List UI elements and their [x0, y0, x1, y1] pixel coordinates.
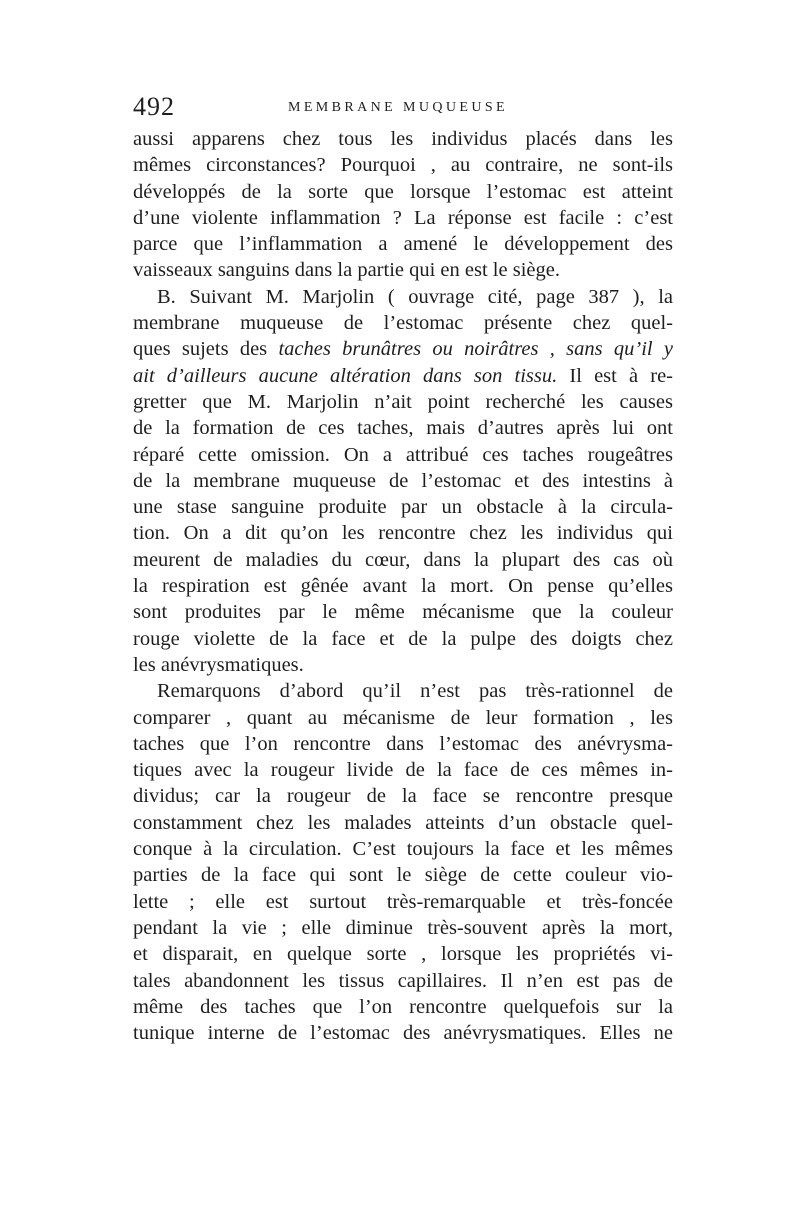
text-line: de la formation de ces taches, mais d’autres après lui ont	[133, 417, 673, 440]
text-line: taches que l’on rencontre dans l’estomac des anévrysma-	[133, 732, 673, 755]
italic-fragment: ait d’ailleurs aucune altération dans son tissu.	[133, 364, 558, 387]
text-line: et disparait, en quelque sorte , lorsque les propriétés vi-	[133, 943, 673, 966]
text-line: aussi apparens chez tous les individus placés dans les	[133, 128, 673, 150]
text-line: B. Suivant M. Marjolin ( ouvrage cité, page 387 ), la	[157, 285, 673, 308]
text-line: la respiration est gênée avant la mort. On pense qu’elles	[133, 575, 673, 598]
text-line: vaisseaux sanguins dans la partie qui en est le siège.	[133, 259, 560, 282]
text-line: lette ; elle est surtout très-remarquable et très-foncée	[133, 890, 673, 913]
italic-fragment: taches brunâtres ou noirâtres , sans qu’il y	[278, 338, 673, 361]
text-line: tion. On a dit qu’on les rencontre chez les individus qui	[133, 522, 673, 545]
text-line: tales abandonnent les tissus capillaires. Il n’en est pas de	[133, 969, 673, 992]
text-line-mixed	[133, 336, 673, 362]
text-line: d’une violente inflammation ? La réponse est facile : c’est	[133, 206, 673, 229]
text-line: conque à la circulation. C’est toujours la face et les mêmes	[133, 838, 673, 861]
text-line: réparé cette omission. On a attribué ces taches rougeâtres	[133, 443, 673, 466]
text-line: tiques avec la rougeur livide de la face de ces mêmes in-	[133, 759, 673, 782]
text-line: une stase sanguine produite par un obstacle à la circula-	[133, 496, 673, 519]
text-line: parties de la face qui sont le siège de cette couleur vio-	[133, 864, 673, 887]
text-line: tunique interne de l’estomac des anévrysmatiques. Elles ne	[133, 1022, 673, 1045]
text-line: sont produites par le même mécanisme que la couleur	[133, 601, 673, 624]
text-line: constamment chez les malades atteints d’un obstacle quel-	[133, 811, 673, 834]
text-line: dividus; car la rougeur de la face se rencontre presque	[133, 785, 673, 808]
text-fragment: ques sujets des	[133, 338, 268, 361]
text-line: comparer , quant au mécanisme de leur formation , les	[133, 706, 673, 729]
text-line: membrane muqueuse de l’estomac présente chez quel-	[133, 312, 673, 335]
text-line: gretter que M. Marjolin n’ait point recherché les causes	[133, 390, 673, 413]
page-number: 492	[133, 92, 175, 121]
running-head: MEMBRANE MUQUEUSE	[288, 100, 508, 115]
text-line: pendant la vie ; elle diminue très-souvent après la mort,	[133, 916, 673, 939]
text-line: Remarquons d’abord qu’il n’est pas très-rationnel de	[157, 680, 673, 703]
text-line: meurent de maladies du cœur, dans la plupart des cas où	[133, 548, 673, 571]
text-line: de la membrane muqueuse de l’estomac et des intestins à	[133, 469, 673, 492]
text-line-mixed	[133, 363, 673, 389]
text-line: rouge violette de la face et de la pulpe des doigts chez	[133, 627, 673, 650]
text-line: développés de la sorte que lorsque l’estomac est atteint	[133, 180, 673, 203]
text-line: les anévrysmatiques.	[133, 653, 304, 676]
text-line: parce que l’inflammation a amené le développement des	[133, 233, 673, 256]
page-header	[133, 92, 673, 128]
text-fragment: Il est à re-	[569, 364, 674, 387]
text-line: mêmes circonstances? Pourquoi , au contraire, ne sont-ils	[133, 154, 673, 177]
text-line: même des taches que l’on rencontre quelquefois sur la	[133, 995, 673, 1018]
body-text	[133, 126, 673, 1046]
